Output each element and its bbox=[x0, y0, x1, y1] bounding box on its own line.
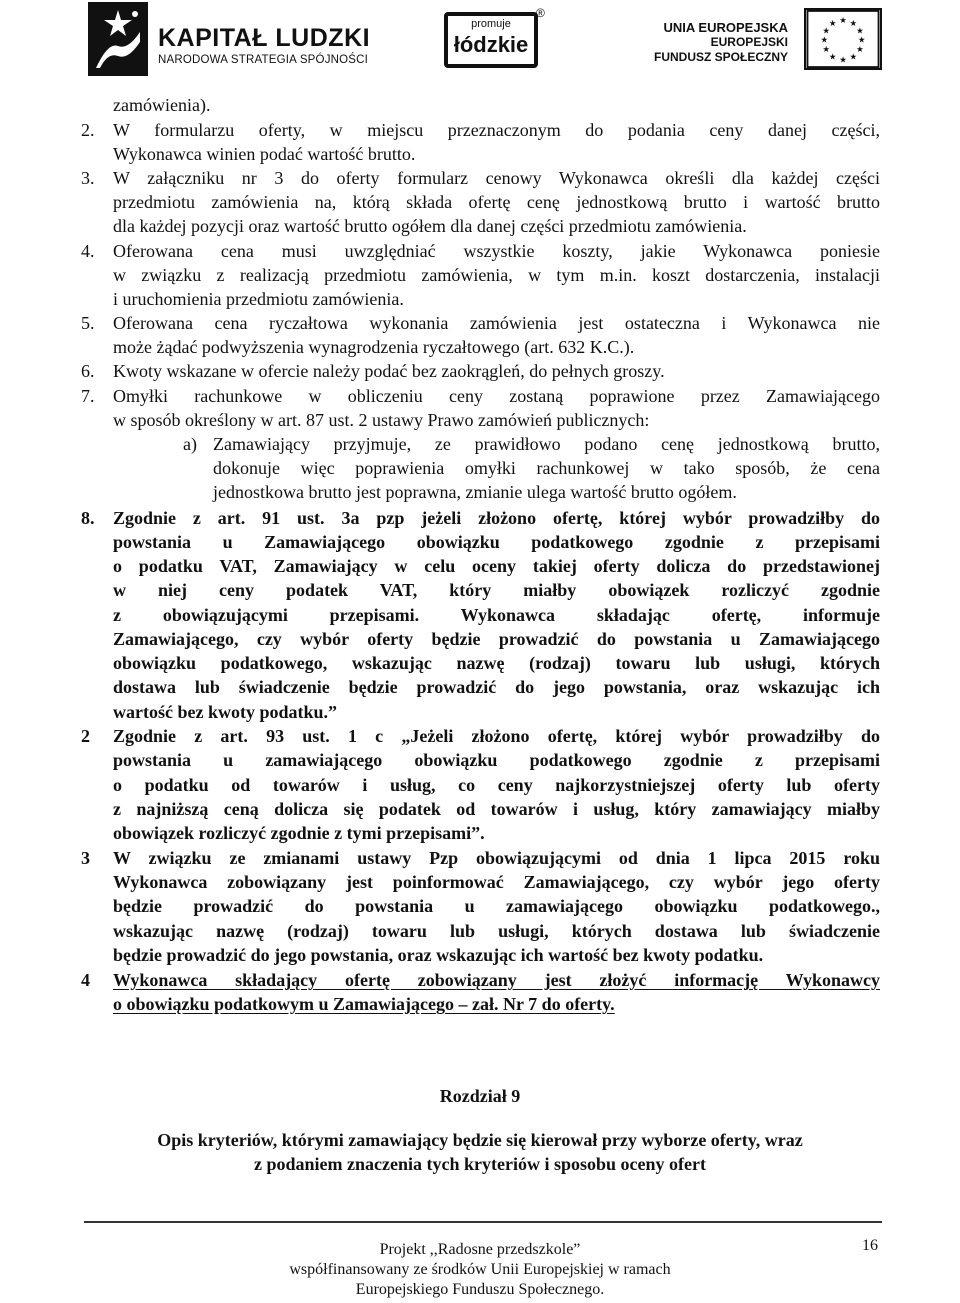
footer-line: współfinansowany ze środków Unii Europejskiej w ramach bbox=[289, 1261, 671, 1278]
body-line: w związku z realizacją przedmiotu zamówienia, w tym m.in. koszt dostarczenia, instalacji bbox=[113, 265, 880, 285]
page-number: 16 bbox=[862, 1237, 878, 1254]
svg-text:★: ★ bbox=[857, 35, 866, 45]
body-line: zamówienia). bbox=[113, 95, 211, 115]
kapital-ludzki-logo bbox=[88, 2, 371, 78]
body-line: o obowiązku podatkowym u Zamawiającego – zał. Nr 7 do oferty. bbox=[113, 994, 615, 1014]
svg-text:★: ★ bbox=[822, 26, 830, 36]
eu-flag-icon bbox=[804, 8, 882, 70]
body-line: Kwoty wskazane w ofercie należy podać bez zaokrągleń, do pełnych groszy. bbox=[113, 361, 665, 381]
body-line: W załączniku nr 3 do oferty formularz cenowy Wykonawca określi dla każdej części bbox=[113, 168, 880, 188]
logo-right-line1: UNIA EUROPEJSKA bbox=[663, 20, 788, 35]
list-marker: 5. bbox=[81, 313, 95, 333]
body-line: powstania u zamawiającego obowiązku podatkowego zgodnie z przepisami bbox=[113, 750, 880, 770]
body-line: może żądać podwyższenia wynagrodzenia ryczałtowego (art. 632 K.C.). bbox=[113, 337, 635, 357]
logo-left-line2: NARODOWA STRATEGIA SPÓJNOŚCI bbox=[158, 54, 369, 66]
list-marker: 6. bbox=[81, 361, 95, 381]
body-line: Wykonawca zobowiązany jest poinformować Zamawiającego, czy wybór jego oferty bbox=[113, 872, 880, 892]
body-line: o podatku od towarów i usług, co ceny najkorzystniejszej oferty lub oferty bbox=[113, 775, 880, 795]
svg-text:★: ★ bbox=[856, 26, 864, 36]
chapter-subtitle-line: Opis kryteriów, którymi zamawiający będzie się kierował przy wyborze oferty, wraz bbox=[157, 1130, 803, 1150]
list-marker: 7. bbox=[81, 386, 95, 406]
body-line: jednostkowa brutto jest poprawna, zmianie ulega wartość brutto ogółem. bbox=[213, 482, 737, 502]
body-line: obowiązek rozliczyć zgodnie z tymi przepisami”. bbox=[113, 823, 485, 843]
body-line: przedmiotu zamówienia na, którą składa ofertę cenę jednostkową brutto i wartość brutto bbox=[113, 192, 880, 212]
body-line: dokonuje więc poprawienia omyłki rachunkowej w tako sposób, że cena bbox=[213, 458, 880, 478]
body-line: Wykonawca składający ofertę zobowiązany jest złożyć informację Wykonawcy bbox=[113, 970, 880, 990]
body-line: obowiązku podatkowego, wskazując nazwę (rodzaj) towaru lub usługi, których bbox=[113, 653, 880, 673]
svg-text:★: ★ bbox=[856, 45, 864, 55]
footer-line: Europejskiego Funduszu Społecznego. bbox=[355, 1281, 605, 1298]
svg-text:★: ★ bbox=[849, 52, 858, 62]
logo-center-line2: łódzkie bbox=[453, 32, 529, 57]
body-line: dostawa lub świadczenie będzie prowadzić do jego powstania, oraz wskazując ich bbox=[113, 677, 880, 697]
body-line: Wykonawca winien podać wartość brutto. bbox=[113, 144, 416, 164]
footer-line: Projekt ,,Radosne przedszkole” bbox=[379, 1241, 581, 1258]
body-line: w sposób określony w art. 87 ust. 2 ustawy Prawo zamówień publicznych: bbox=[113, 410, 650, 430]
body-line: wskazując nazwę (rodzaj) towaru lub usługi, których dostawa lub świadczenie bbox=[113, 921, 880, 941]
body-line: dla każdej pozycji oraz wartość brutto ogółem dla danej części przedmiotu zamówienia. bbox=[113, 216, 747, 236]
logo-right-line2: EUROPEJSKI bbox=[710, 35, 788, 49]
logo-left-line1: KAPITAŁ LUDZKI bbox=[158, 24, 371, 52]
body-line: Zamawiającego, czy wybór oferty będzie prowadzić do powstania u Zamawiającego bbox=[113, 629, 880, 649]
body-line: Zgodnie z art. 91 ust. 3a pzp jeżeli złożono ofertę, której wybór prowadziłby do bbox=[113, 508, 880, 528]
svg-text:★: ★ bbox=[849, 18, 858, 28]
list-marker: 4. bbox=[81, 241, 95, 261]
body-line: będzie prowadzić do powstania u zamawiającego obowiązku podatkowego., bbox=[113, 896, 880, 916]
body-line: będzie prowadzić do jego powstania, oraz wskazując ich wartość bez kwoty podatku. bbox=[113, 945, 764, 965]
chapter-title: Rozdział 9 bbox=[439, 1086, 521, 1106]
body-line: wartość bez kwoty podatku.” bbox=[113, 702, 338, 722]
list-marker: a) bbox=[183, 434, 197, 454]
body-line: W formularzu oferty, w miejscu przeznaczonym do podania ceny danej części, bbox=[113, 120, 880, 140]
list-marker: 2 bbox=[81, 726, 90, 746]
svg-text:★: ★ bbox=[822, 45, 830, 55]
body-line: Omyłki rachunkowe w obliczeniu ceny zostaną poprawione przez Zamawiającego bbox=[113, 386, 880, 406]
body-line: z najniższą ceną dolicza się podatek od towarów i usług, który zamawiający miałby bbox=[113, 799, 880, 819]
ue-efs-logo bbox=[653, 8, 884, 72]
body-line: W związku ze zmianami ustawy Pzp obowiązującymi od dnia 1 lipca 2015 roku bbox=[113, 848, 880, 868]
logo-right-line3: FUNDUSZ SPOŁECZNY bbox=[653, 50, 788, 64]
body-line: Oferowana cena ryczałtowa wykonania zamówienia jest ostateczna i Wykonawca nie bbox=[113, 313, 880, 333]
svg-text:★: ★ bbox=[839, 16, 847, 26]
body-line: Zgodnie z art. 93 ust. 1 c „Jeżeli złożono ofertę, której wybór prowadziłby do bbox=[113, 726, 880, 746]
body-line: Oferowana cena musi uwzględniać wszystkie koszty, jakie Wykonawca poniesie bbox=[113, 241, 880, 261]
ue-logo-text bbox=[618, 20, 788, 65]
body-line: o podatku VAT, Zamawiający w celu oceny takiej oferty dolicza do przedstawionej bbox=[113, 556, 880, 576]
footer-divider bbox=[84, 1221, 882, 1223]
body-line: i uruchomienia przedmiotu zamówienia. bbox=[113, 289, 404, 309]
svg-text:★: ★ bbox=[820, 35, 829, 45]
promuje-lodzkie-logo bbox=[444, 6, 556, 70]
body-line: w niej ceny podatek VAT, który miałby obowiązek rozliczyć zgodnie bbox=[113, 580, 880, 600]
body-line: Zamawiający przyjmuje, ze prawidłowo podano cenę jednostkową brutto, bbox=[213, 434, 880, 454]
kapital-ludzki-emblem-icon bbox=[88, 2, 148, 76]
svg-text:★: ★ bbox=[828, 18, 837, 28]
list-marker: 3. bbox=[81, 168, 95, 188]
page-header bbox=[0, 0, 960, 80]
body-line: powstania u Zamawiającego obowiązku podatkowego zgodnie z przepisami bbox=[113, 532, 880, 552]
registered-mark: ® bbox=[536, 6, 545, 20]
svg-text:★: ★ bbox=[839, 55, 847, 65]
list-marker: 4 bbox=[81, 970, 90, 990]
list-marker: 3 bbox=[81, 848, 90, 868]
list-marker: 8. bbox=[81, 508, 95, 528]
list-marker: 2. bbox=[81, 120, 95, 140]
svg-text:★: ★ bbox=[828, 52, 837, 62]
chapter-subtitle-line: z podaniem znaczenia tych kryteriów i sposobu oceny ofert bbox=[254, 1154, 706, 1174]
logo-center-line1: promuje bbox=[471, 18, 511, 30]
body-line: z obowiązującymi przepisami. Wykonawca składając ofertę, informuje bbox=[113, 605, 880, 625]
